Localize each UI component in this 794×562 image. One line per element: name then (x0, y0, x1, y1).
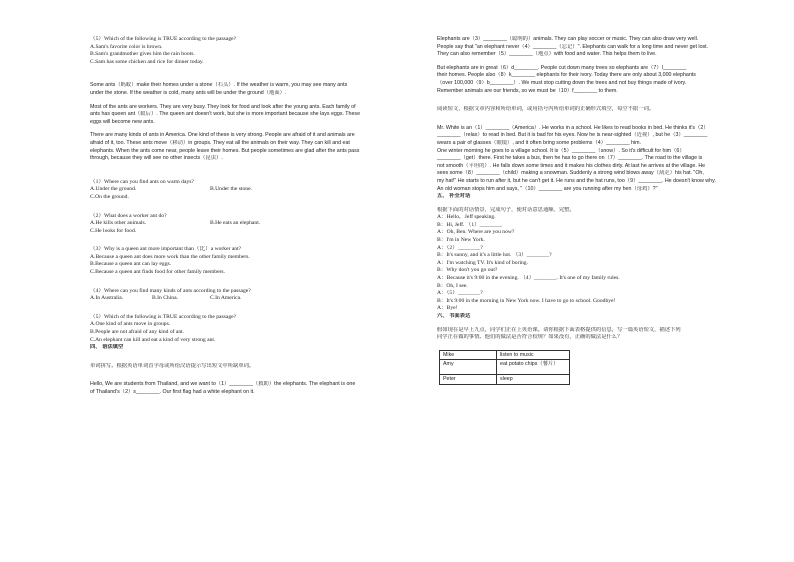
dialog-line: B：Oh, I see. (437, 282, 468, 289)
option-a: A.Because a queen ant does more work than the other family members. (90, 253, 250, 260)
writing-instruction: 同学正在做的事情。他们的做法是否符合校规？如果没有，正确的做法是什么？ (437, 334, 623, 341)
dialog (437, 214, 737, 313)
option-a: A.Sam's favorite color is brown. (90, 43, 163, 50)
option-a: A.One kind of ants move in groups. (90, 321, 171, 328)
story-line: Mr. White is an（1）________（America）. He works in a school. He likes to read books in bed. He thinks it's（2） (437, 124, 709, 131)
ants-passage (90, 82, 390, 162)
section-4-line: of Thailand's（2）s________. Our first flag had a white elephant on it. (90, 389, 255, 395)
story-line: sees some（8）________（child）making a snowman. Suddenly a strong wind blows away（刮走）his hat. "Oh, (437, 170, 704, 177)
passage-line: their homes. People also（8）k________ elephants for their ivory. Today there are only about 3,000 elephants (437, 72, 696, 79)
story-line: ________（get）there. First he takes a bus, then he has to go there on（7）________. The road to the village is (437, 155, 703, 162)
passage-line: There are many kinds of ants in America. One kind of these is very strong. People are afraid of it and animals are (90, 132, 355, 139)
question-1 (90, 179, 390, 202)
question-3 (90, 246, 390, 276)
question-text: （2）What does a worker ant do? (90, 212, 167, 219)
story-line: my hat!" He starts to run after it, but he can't get it. He runs and the hat runs, too（9）________. He doesn't know why. (437, 177, 716, 184)
option-b: B.Because a queen ant can lay eggs. (90, 261, 172, 268)
story-line: wears a pair of glasses（眼镜）, and it often bring some problems（4）________ him. (437, 139, 642, 146)
question-block-sam (90, 36, 390, 66)
table-row (440, 375, 570, 384)
dialog-line: A：Oh, Ben. Where are you now? (437, 229, 515, 236)
question-5 (90, 314, 390, 344)
passage-line: eggs will become new ants. (90, 118, 155, 125)
elephant-fill-passage (437, 36, 737, 95)
story-line: One winter morning he goes to a village school. It is（5）________（snow）. So it's difficult for him（6） (437, 147, 685, 154)
activity-table (439, 350, 570, 385)
option-b: B.People are not afraid of any kind of ant. (90, 329, 185, 336)
section-4-instruction: 单词拼写。根据英语单词首字母或所给汉语提示写出短文中所缺单词。 (90, 362, 255, 369)
passage-line: through, because they will see no other insects（昆虫）. (90, 155, 223, 162)
dialog-instruction: 根据下面的对话情景，完成句子，使对话意思通顺、完整。 (437, 206, 575, 213)
table-cell-activity: eat potato chips（薯片） (497, 360, 570, 375)
dialog-line: A：Bye! (437, 305, 458, 312)
option-c: C.He looks for food. (90, 227, 137, 234)
passage-line: Most of the ants are workers. They are very busy. They look for food and look after the young ants. Each family of (90, 103, 356, 110)
story-line: not smooth（平坦的）. He falls down some times and it makes his clothes dirty. At last he arrives at the village. He (437, 162, 706, 169)
section-5-title: 五、 补全对话 (437, 193, 471, 200)
question-text: （1）Where can you find ants on warm days? (90, 178, 194, 185)
passage-line: under the stone. If the weather is cold, many ants will be under the ground（地面）. (90, 89, 287, 96)
table-cell-name: Amy (440, 360, 497, 375)
option-b: B.In China. (152, 295, 178, 302)
story-instruction: 阅读短文，根据文章内容和所给单词，或用括号内所给单词的正确形式填空，每空不限一词。 (437, 106, 655, 113)
question-2 (90, 213, 390, 236)
passage-line: Some ants（蚂蚁）make their homes under a stone（石头）. If the weather is warm, you may see many ants (90, 82, 348, 89)
option-c: C.An elephant can kill and eat a kind of very strong ant. (90, 336, 216, 343)
section-4-line: Hello, We are students from Thailand, and we want to（1）________（救助）the elephants. The elephant is one (90, 381, 356, 388)
dialog-line: B：Why don't you go out? (437, 267, 498, 274)
passage-line: afraid of it, too. These ants move（移动）in groups. They eat all the animals on their way. They can kill and eat (90, 139, 350, 146)
table-row (440, 350, 570, 359)
passage-line: They can also remember（5）________（地点）with food and water. This helps them to live. (437, 51, 657, 58)
section-6-title: 六、 书面表达 (437, 313, 471, 319)
table-cell-name: Mike (440, 350, 497, 359)
section-4-title: 四、 语法填空 (90, 344, 124, 351)
dialog-line: B：It's sunny, and it's a little hot. （3）________? (437, 252, 552, 259)
passage-line: elephants. When the ants come near, people leave their homes. But people sometimes are glad after the ants pass (90, 147, 360, 154)
option-b: B.He eats an elephant. (210, 220, 261, 227)
option-c: C.Sam has some chicken and rice for dinner today. (90, 58, 204, 65)
story-line: An old woman stops him and says, "（10）________ are you running after my hen（母鸡）?" (437, 185, 658, 192)
option-b: B.Sam's grandmother gives him the rain boots. (90, 51, 195, 58)
dialog-line: A：Because it's 9:00 in the evening. （4）________. It's one of my family rules. (437, 275, 620, 282)
dialog-line: A：（5）________? (437, 290, 483, 297)
table-cell-name: Peter (440, 375, 497, 384)
dialog-line: A：I'm watching TV. It's kind of boring. (437, 259, 528, 266)
table-row (440, 360, 570, 375)
mr-white-passage (437, 125, 737, 193)
option-a: A.Under the ground. (90, 186, 137, 193)
dialog-line: B：It's 9:00 in the morning in New York now. I have to go to school. Goodbye! (437, 297, 616, 304)
table-cell-activity: listen to music (497, 350, 570, 359)
option-c: C.In America. (210, 295, 242, 302)
option-a: A.In Australia. (90, 295, 124, 302)
passage-line: ants has queen ant（蚁后）. The queen ant doesn't work, but she is more important because she lays eggs. These (90, 111, 361, 118)
dialog-line: B：Hi, Jeff. （1）________ (437, 221, 503, 228)
table-cell-activity: sleep (497, 375, 570, 384)
passage-line: Remember animals are our friends, so we must be（10）f________ to them. (437, 87, 618, 94)
right-column (437, 36, 737, 385)
question-text: （3）Why is a queen ant more important than（比）a worker ant? (90, 246, 242, 253)
passage-line: But elephants are in great（6）d________. People cut down many trees so elephants are（7）l________ (437, 64, 687, 71)
dialog-line: A：Hello，Jeff speaking. (437, 214, 496, 221)
passage-line: （over 100,000（9）b________）. We must stop cutting down the trees and not buy things made of ivory. (437, 79, 687, 86)
passage-line: People say that "an elephant never（4）________（忘记）". Elephants can walk for a long time and never get lost. (437, 43, 709, 50)
question-text: （5）Which of the following is TRUE according to the passage? (90, 36, 237, 42)
question-text: （4）Where can you find many kinds of ants according to the passage? (90, 287, 251, 294)
option-a: A.He kills other animals. (90, 220, 147, 227)
story-line: ________（relax）to read in bed. But it is bad for his eyes. Now he is near-sighted（近视）, but he（3）________ (437, 132, 708, 139)
option-b: B.Under the stone. (210, 186, 252, 193)
dialog-line: B：I'm in New York. (437, 237, 485, 244)
writing-instruction: 假如现在是早上九点，同学们正在上英语课。请你根据下面表格提供的信息，写一篇英语短文，描述下列 (437, 326, 681, 333)
dialog-line: A：（2）________? (437, 244, 483, 251)
question-text: （5）Which of the following is TRUE according to the passage? (90, 313, 237, 320)
passage-line: Elephants are（3）________（聪明的）animals. They can play soccer or music. They can also draw very well. (437, 36, 699, 42)
left-column (90, 36, 390, 397)
option-c: C.On the ground. (90, 193, 129, 200)
option-c: C.Because a queen ant finds food for other family members. (90, 269, 225, 276)
question-4 (90, 288, 390, 303)
